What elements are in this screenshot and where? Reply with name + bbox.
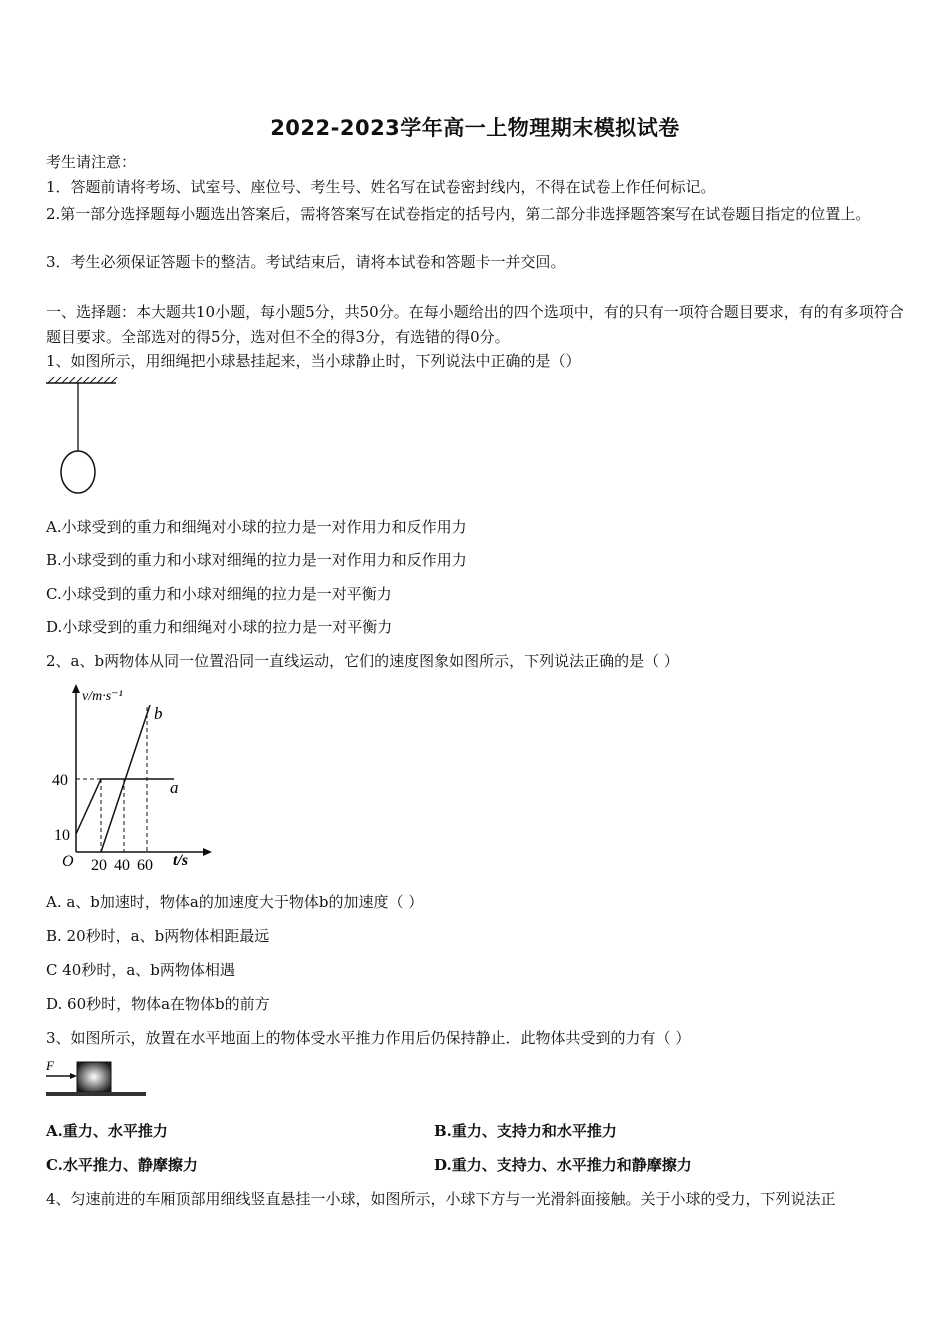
q2-option-b: B. 20秒时，a、b两物体相距最远 [46,927,270,945]
line-b-label: b [154,704,163,723]
force-label: F [46,1058,54,1073]
q4-stem: 4、匀速前进的车厢顶部用细线竖直悬挂一小球，如图所示，小球下方与一光滑斜面接触。关于小球的受力，下列说法正 [46,1190,836,1208]
x-tick-20: 20 [91,857,107,874]
notice-heading: 考生请注意： [46,153,137,171]
ground [46,1092,146,1096]
q2-option-a: A. a、b加速时，物体a的加速度大于物体b的加速度（ ） [46,893,424,911]
q3-option-b: B.重力、支持力和水平推力 [434,1122,617,1140]
velocity-time-graph [46,680,226,880]
y-tick-10: 10 [54,827,70,844]
block-push-figure [44,1058,148,1102]
y-axis-arrow [72,684,80,693]
line-a-label: a [170,778,179,797]
notice-item-1: 1．答题前请将考场、试室号、座位号、考生号、姓名写在试卷密封线内，不得在试卷上作任何标记。 [46,178,716,196]
origin-label: O [62,853,74,870]
line-a [76,779,174,834]
q1-option-d: D.小球受到的重力和细绳对小球的拉力是一对平衡力 [46,618,393,636]
y-axis-label: v/m·s⁻¹ [82,689,123,704]
notice-item-2: 2.第一部分选择题每小题选出答案后，需将答案写在试卷指定的括号内，第二部分非选择题答案写在试卷题目指定的位置上。 [46,205,871,223]
block [77,1062,111,1092]
q3-stem: 3、如图所示，放置在水平地面上的物体受水平推力作用后仍保持静止．此物体共受到的力有（ ） [46,1029,691,1047]
x-axis-arrow [203,848,212,856]
q3-option-d: D.重力、支持力、水平推力和静摩擦力 [434,1156,692,1174]
q1-option-a: A.小球受到的重力和细绳对小球的拉力是一对作用力和反作用力 [46,518,467,536]
y-tick-40: 40 [52,772,68,789]
x-tick-60: 60 [137,857,153,874]
q3-option-c: C.水平推力、静摩擦力 [46,1156,198,1174]
section-intro: 一、选择题：本大题共10小题，每小题5分，共50分。在每小题给出的四个选项中，有的只有一项符合题目要求，有的有多项符合题目要求。全部选对的得5分，选对但不全的得3分，有选错的得0分。 [46,303,904,346]
x-tick-40: 40 [114,857,130,874]
notice-item-3: 3．考生必须保证答题卡的整洁。考试结束后，请将本试卷和答题卡一并交回。 [46,253,566,271]
q3-option-a: A.重力、水平推力 [46,1122,168,1140]
q1-option-c: C.小球受到的重力和小球对细绳的拉力是一对平衡力 [46,585,392,603]
q1-option-b: B.小球受到的重力和小球对细绳的拉力是一对作用力和反作用力 [46,551,467,569]
q1-stem: 1、如图所示，用细绳把小球悬挂起来，当小球静止时，下列说法中正确的是（） [46,352,581,370]
q2-option-c: C 40秒时，a、b两物体相遇 [46,961,235,979]
page-title: 2022-2023学年高一上物理期末模拟试卷 [270,116,680,140]
x-axis-label: t/s [173,852,189,869]
hanging-ball-figure [44,377,120,499]
q2-option-d: D. 60秒时，物体a在物体b的前方 [46,995,270,1013]
q2-stem: 2、a、b两物体从同一位置沿同一直线运动，它们的速度图象如图所示，下列说法正确的是（ ） [46,652,679,670]
